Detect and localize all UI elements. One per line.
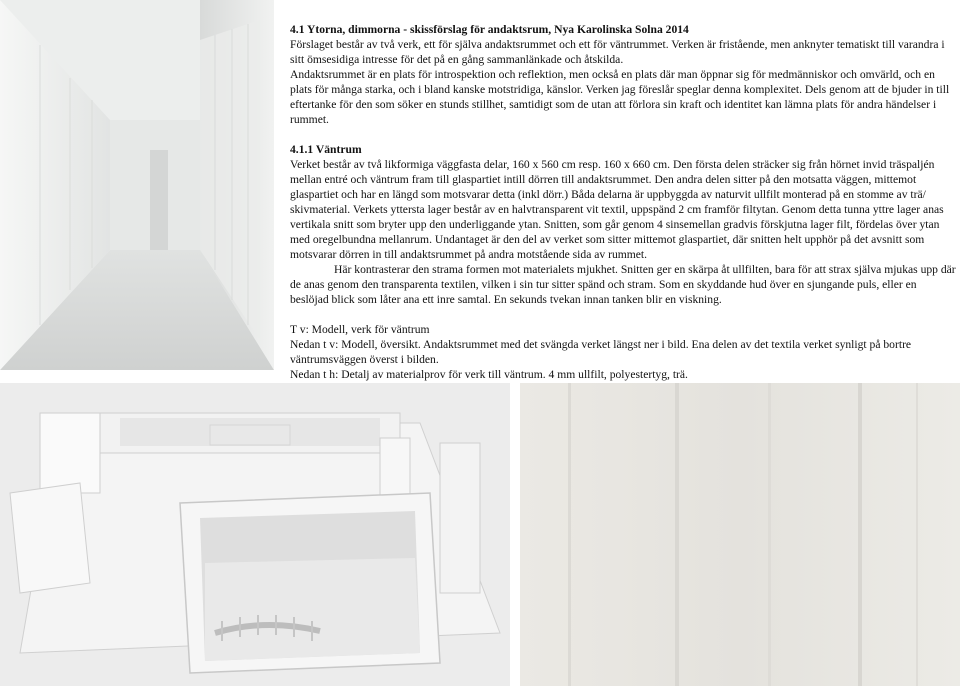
caption-left: T v: Modell, verk för väntrum bbox=[290, 323, 430, 336]
description-paragraph: Verket består av två likformiga väggfasta delar, 160 x 560 cm resp. 160 x 660 cm. Den första delen sträcker sig från hörnet invid träspaljén mellan entré och väntrum fram till glaspartiet intill dörren till andaktsrummet. Den andra delen sitter på den motsatta väggen, mittemot glaspartiet och har en längd som motsvarar detta (inkl dörr.) Båda delarna är uppbyggda av naturvit ullfilt monterad på en stomme av trä/ skivmaterial. Verkets yttersta lager består av en halvtransparent vit textil, uppspänd 2 cm framför filtytan. Genom detta tunna yttre lager anas vertikala snitt som bryter upp den underliggande ytan. Snitten, som går genom 4 sinsemellan gradvis förskjutna lager filt, fördelas över ytan med oregelbundna mellanrum. Undantaget är den del av verket som sitter mittemot glaspartiet, där snitten helt upphör på det avsnitt som motsvarar dörren in till andaktsrummet på andra motstående sida av rummet. bbox=[290, 158, 944, 261]
intro-paragraph: Förslaget består av två verk, ett för själva andaktsrummet och ett för väntrummet. Verken är fristående, men anknyter tematiskt till varandra i sitt ömsesidiga intresse för det på en gång sammanlänkade och åtskilda. bbox=[290, 38, 945, 66]
caption-below-right: Nedan t h: Detalj av materialprov för verk till väntrum. 4 mm ullfilt, polyestertyg, trä. bbox=[290, 368, 688, 381]
model-overview-photo bbox=[0, 383, 510, 686]
section-title: 4.1 Ytorna, dimmorna - skissförslag för andaktsrum, Nya Karolinska Solna 2014 bbox=[290, 23, 689, 36]
caption-below-left: Nedan t v: Modell, översikt. Andaktsrummet med det svängda verket längst ner i bild. Ena delen av det textila verket synligt på bortre väntrumsväggen överst i bilden. bbox=[290, 338, 912, 366]
andaktsrum-paragraph: Andaktsrummet är en plats för introspektion och reflektion, men också en plats där man öppnar sig för medmänniskor och omvärld, och en plats för många starka, och i bland kanske motstridiga, känslor. Verken jag föreslår speglar denna komplexitet. Dels genom att de bjuder in till eftertanke för den som söker en stunds stillhet, samtidigt som de utan att förlora sin kraft och identitet kan lämna plats för andra händelser i rummet. bbox=[290, 68, 950, 126]
textile-detail-photo bbox=[520, 383, 960, 686]
contrast-paragraph: Här kontrasterar den strama formen mot materialets mjukhet. Snitten ger en skärpa åt ullfilten, bara för att strax själva mjukas upp där de anas genom den transparenta textilen, vilken i sin tur sitter spänd och stram. Som en skyddande hud över en sjungande puls, eller en beslöjad blick som låter ana ett inre samtal. En sekunds tvekan innan tanken blir en viskning. bbox=[290, 263, 956, 306]
corridor-model-photo bbox=[0, 0, 274, 370]
subsection-title: 4.1.1 Väntrum bbox=[290, 143, 362, 156]
text-column bbox=[290, 22, 956, 382]
